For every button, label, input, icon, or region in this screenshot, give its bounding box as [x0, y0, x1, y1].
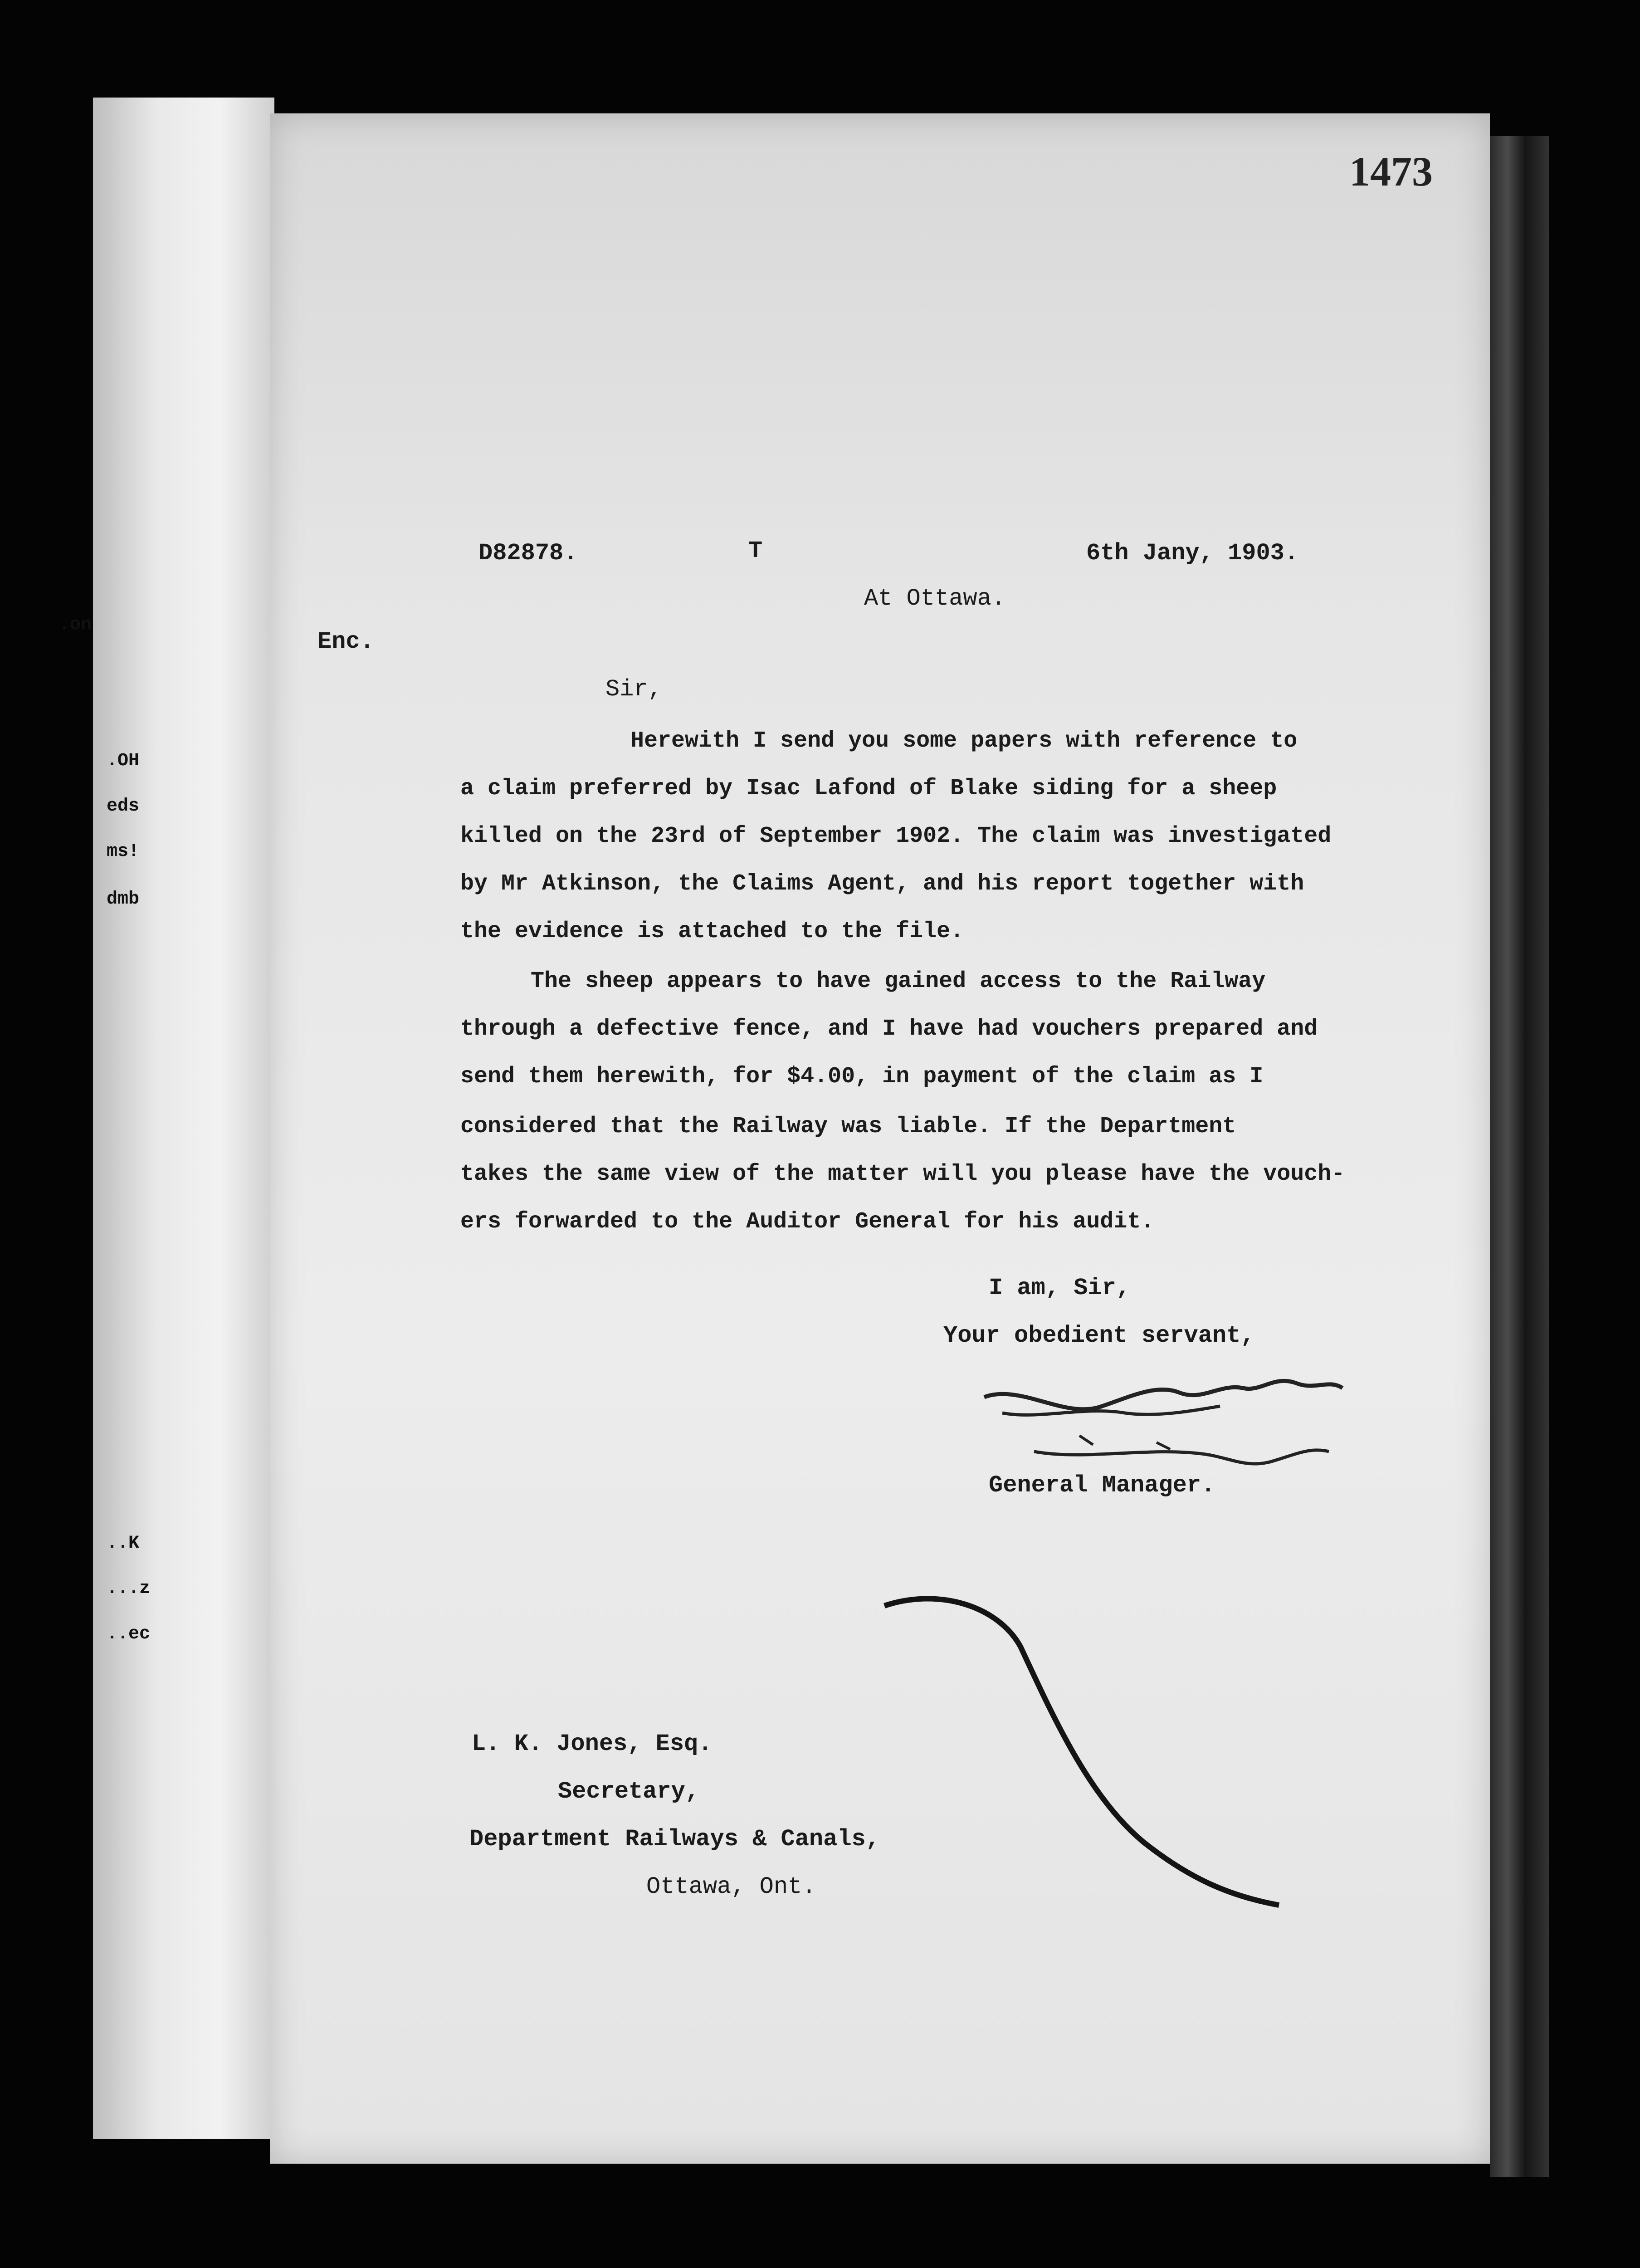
pen-stroke [871, 1579, 1324, 1914]
body-line: ers forwarded to the Auditor General for his audit. [460, 1209, 1155, 1235]
margin-mark: T [748, 538, 763, 564]
strip-fragment: .on [59, 615, 92, 635]
addressee-title: Secretary, [558, 1778, 700, 1805]
body-line: considered that the Railway was liable. If the Department [460, 1114, 1236, 1139]
enclosure-note: Enc. [317, 628, 374, 655]
body-line: by Mr Atkinson, the Claims Agent, and his report together with [460, 871, 1304, 897]
strip-fragment: ..ec [107, 1624, 151, 1644]
strip-fragment: dmb [107, 889, 140, 909]
strip-fragment: eds [107, 796, 140, 816]
body-line: send them herewith, for $4.00, in payment of the claim as I [460, 1064, 1264, 1090]
place-line: At Ottawa. [864, 585, 1006, 612]
letter-date: 6th Jany, 1903. [1086, 540, 1299, 567]
signature-title: General Manager. [989, 1472, 1215, 1499]
body-line: takes the same view of the matter will you please have the vouch- [460, 1161, 1345, 1187]
salutation: Sir, [605, 676, 662, 703]
strip-fragment: ..K [107, 1533, 140, 1554]
adjacent-page-strip [59, 98, 274, 2139]
body-line: The sheep appears to have gained access to the Railway [531, 968, 1266, 994]
body-line: Herewith I send you some papers with reference to [630, 728, 1298, 754]
addressee-city: Ottawa, Ont. [646, 1873, 816, 1900]
closing-line: I am, Sir, [989, 1275, 1131, 1301]
body-line: killed on the 23rd of September 1902. The claim was investigated [460, 823, 1332, 849]
page-edge [1490, 136, 1549, 2177]
body-line: through a defective fence, and I have had vouchers prepared and [460, 1016, 1318, 1042]
reference-number: D82878. [478, 540, 578, 567]
strip-fragment: .OH [107, 751, 140, 771]
page-number: 1473 [1349, 148, 1433, 195]
body-line: the evidence is attached to the file. [460, 919, 964, 944]
addressee-department: Department Railways & Canals, [469, 1826, 880, 1853]
body-line: a claim preferred by Isac Lafond of Blake siding for a sheep [460, 776, 1277, 802]
strip-fragment: ...z [107, 1579, 151, 1599]
addressee-name: L. K. Jones, Esq. [472, 1730, 713, 1757]
strip-fragment: ms! [107, 841, 140, 862]
closing-line: Your obedient servant, [943, 1322, 1255, 1349]
